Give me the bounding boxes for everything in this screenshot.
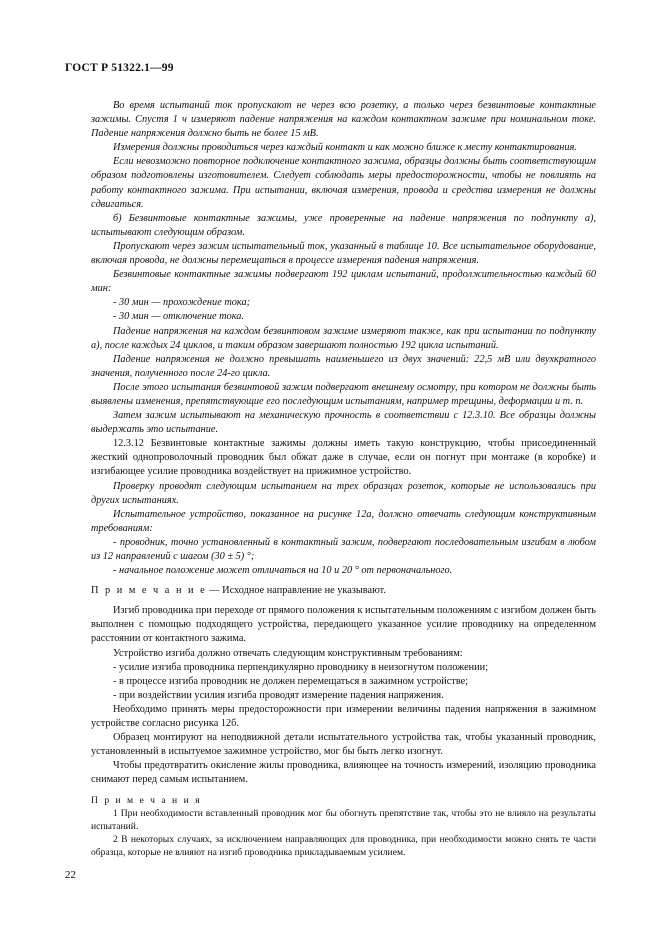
paragraph: - при воздействии усилия изгиба проводят измерение падения напряжения.	[113, 689, 444, 701]
paragraph: Необходимо принять меры предосторожности при измерении величины падения напряжения в зажимном устройстве согласно рисунка 12б.	[91, 703, 596, 730]
paragraph: Изгиб проводника при переходе от прямого положения к испытательным положениям с изгибом должен быть выполнен с помощью подходящего устройства, передающего указанное усилие проводнику на определенном расстоянии от контактного зажима.	[91, 605, 596, 645]
paragraph: Пропускают через зажим испытательный ток, указанный в таблице 10. Все испытательное оборудование, включая провода, не должны перемещаться в процессе измерения падения напряжения.	[91, 240, 596, 267]
page-number: 22	[65, 869, 76, 881]
note-1-label: П р и м е ч а н и е	[91, 585, 207, 597]
paragraph: - 30 мин — отключение тока.	[113, 311, 244, 323]
paragraph: - 30 мин — прохождение тока;	[113, 297, 251, 309]
paragraph: - усилие изгиба проводника перпендикулярно проводнику в неизогнутом положении;	[113, 661, 489, 673]
notes-2-list	[91, 807, 596, 860]
document-header: ГОСТ Р 51322.1—99	[65, 62, 174, 74]
paragraph: 12.3.12 Безвинтовые контактные зажимы должны иметь такую конструкцию, чтобы присоединенный жесткий однопроволочный проводник был обжат даже в случае, если он погнут при монтаже (в коробке) и изгибающее усилие проводника воздействует на прижимное устройство.	[91, 438, 596, 478]
paragraph: Чтобы предотвратить окисление жилы проводника, влияющее на точность измерений, изоляцию проводника снимают перед самым испытанием.	[91, 760, 596, 786]
paragraph: - в процессе изгиба проводник не должен перемещаться в зажимном устройстве;	[113, 675, 469, 687]
note-item: 1 При необходимости вставленный проводник мог бы обогнуть препятствие так, чтобы это не влияло на результаты испытаний.	[91, 807, 596, 832]
paragraph: Проверку проводят следующим испытанием на трех образцах розеток, которые не использовались при других испытаниях.	[91, 480, 596, 506]
notes-2-label-text: П р и м е ч а н и я	[91, 794, 202, 806]
document-body	[91, 99, 596, 860]
paragraph: Устройство изгиба должно отвечать следующим конструктивным требованиям:	[113, 647, 463, 659]
paragraph: Падение напряжения не должно превышать наименьшего из двух значений: 22,5 мВ или двухкратного значения, полученного после 24-го цикла.	[91, 353, 596, 379]
paragraph: - проводник, точно установленный в контактный зажим, подвергают последовательным изгибам в любом из 12 направлений с шагом (30 ± 5) °;	[91, 536, 596, 562]
paragraph: б) Безвинтовые контактные зажимы, уже проверенные на падение напряжения по подпункту а), испытывают следующим образом.	[91, 212, 596, 238]
paragraph: Образец монтируют на неподвижной детали испытательного устройства так, чтобы указанный проводник, установленный в испытуемое зажимное устройство, мог бы быть легко изогнут.	[91, 732, 596, 758]
note-item: 2 В некоторых случаях, за исключением направляющих для проводника, при необходимости можно снять те части образца, которые не влияют на изгиб проводника прикладываемым усилием.	[91, 834, 596, 859]
paragraph: Безвинтовые контактные зажимы подвергают 192 циклам испытаний, продолжительностью каждый 60 мин:	[91, 269, 596, 295]
paragraph: После этого испытания безвинтовой зажим подвергают внешнему осмотру, при котором не должны быть выявлены изменения, препятствующие его последующим испытаниям, например трещины, деформации и т. п.	[91, 381, 596, 407]
paragraph: Затем зажим испытывают на механическую прочность в соответствии с 12.3.10. Все образцы должны выдержать это испытание.	[91, 410, 596, 436]
paragraph: Измерения должны проводиться через каждый контакт и как можно ближе к месту контактирования.	[113, 142, 577, 154]
note-1-text: — Исходное направление не указывают.	[206, 585, 386, 597]
paragraph-group-1	[91, 99, 596, 578]
notes-2-label	[91, 794, 596, 807]
paragraph: Падение напряжения на каждом безвинтовом зажиме измеряют также, как при испытании по подпункту а), после каждых 24 циклов, и таким образом завершают полностью 192 цикла испытаний.	[91, 325, 596, 351]
paragraph-group-2	[91, 604, 596, 787]
paragraph: - начальное положение может отличаться на 10 и 20 ° от первоначального.	[113, 565, 453, 577]
paragraph: Во время испытаний ток пропускают не через всю розетку, а только через безвинтовые контактные зажимы. Спустя 1 ч измеряют падение напряжения на каждом контактном зажиме при номинальном токе. Падение напряжения должно быть не более 15 мВ.	[91, 100, 596, 140]
paragraph: Испытательное устройство, показанное на рисунке 12а, должно отвечать следующим конструктивным требованиям:	[91, 508, 596, 534]
paragraph: Если невозможно повторное подключение контактного зажима, образцы должны быть соответствующим образом подготовлены изготовителем. Следует соблюдать меры предосторожности, чтобы не повлиять на работу контактного зажима. При испытании, включая измерения, провода и средства измерения не должны сдвигаться.	[91, 156, 596, 210]
note-1	[91, 584, 596, 598]
